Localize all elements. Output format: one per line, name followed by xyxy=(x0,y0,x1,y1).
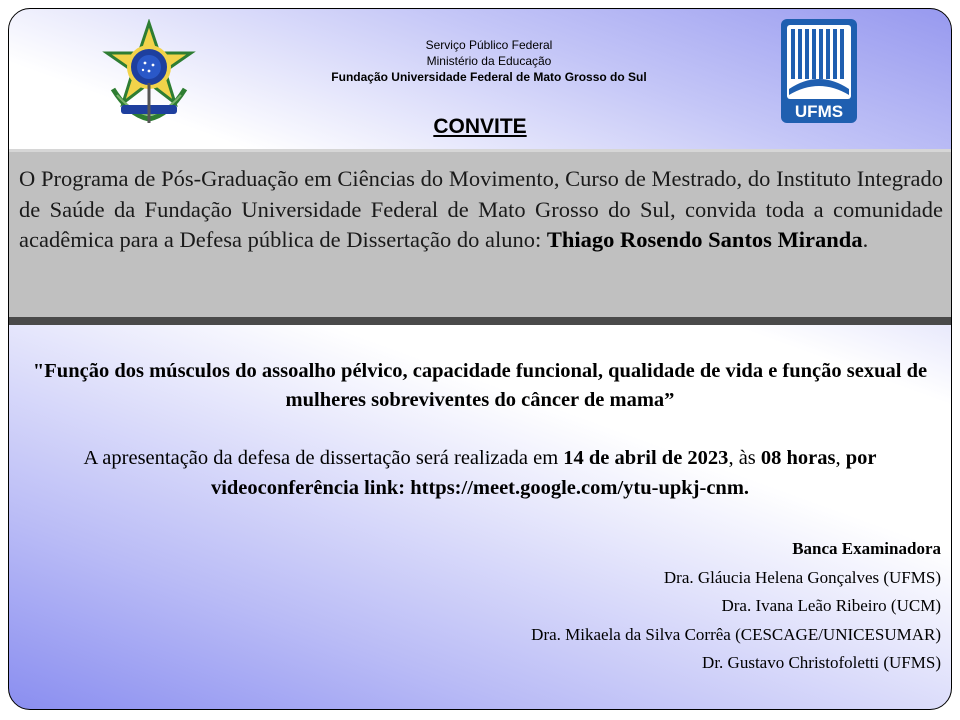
header-line-3: Fundação Universidade Federal de Mato Grosso do Sul xyxy=(331,70,647,84)
board-member: Dra. Mikaela da Silva Corrêa (CESCAGE/UNICESUMAR) xyxy=(531,624,941,644)
thesis-title: "Função dos músculos do assoalho pélvico, capacidade funcional, qualidade de vida e função sexual de mulheres sobreviventes do câncer de mama” xyxy=(32,360,928,411)
defense-time: 08 horas xyxy=(760,447,836,469)
invitation-title: CONVITE xyxy=(433,115,527,138)
slide xyxy=(8,8,952,710)
svg-text:UFMS: UFMS xyxy=(794,102,844,121)
ufms-logo xyxy=(779,17,859,125)
info-part-3: , xyxy=(835,447,846,469)
presentation-info xyxy=(69,443,891,503)
board-heading: Banca Examinadora xyxy=(792,539,941,558)
student-name: Thiago Rosendo Santos Miranda xyxy=(546,227,863,252)
brazil-coat-of-arms-logo xyxy=(99,19,199,127)
institution-header xyxy=(209,37,769,85)
board-member: Dra. Ivana Leão Ribeiro (UCM) xyxy=(721,596,941,615)
defense-date: 14 de abril de 2023 xyxy=(563,447,729,469)
intro-end: . xyxy=(862,227,869,252)
videoconference-link[interactable]: por videoconferência link: https://meet.google.com/ytu-upkj-cnm. xyxy=(210,447,877,499)
intro-body: O Programa de Pós-Graduação em Ciências do Movimento, Curso de Mestrado, do Instituto Integrado de Saúde da Fundação Universidade Federal de Mato Grosso do Sul, convida toda a comunidade acadêmica para a Defesa pública de Dissertação do aluno: xyxy=(19,166,943,252)
header-line-1: Serviço Público Federal xyxy=(425,38,553,52)
info-part-2: , às xyxy=(728,447,761,469)
board-member: Dra. Gláucia Helena Gonçalves (UFMS) xyxy=(663,567,941,587)
intro-text xyxy=(19,164,943,256)
header-line-2: Ministério da Educação xyxy=(426,54,552,68)
board-member: Dr. Gustavo Christofoletti (UFMS) xyxy=(702,653,941,672)
divider-bar xyxy=(9,317,951,325)
intro-band xyxy=(9,149,951,320)
info-part-1: A apresentação da defesa de dissertação será realizada em xyxy=(83,447,564,469)
examining-board xyxy=(531,535,941,678)
